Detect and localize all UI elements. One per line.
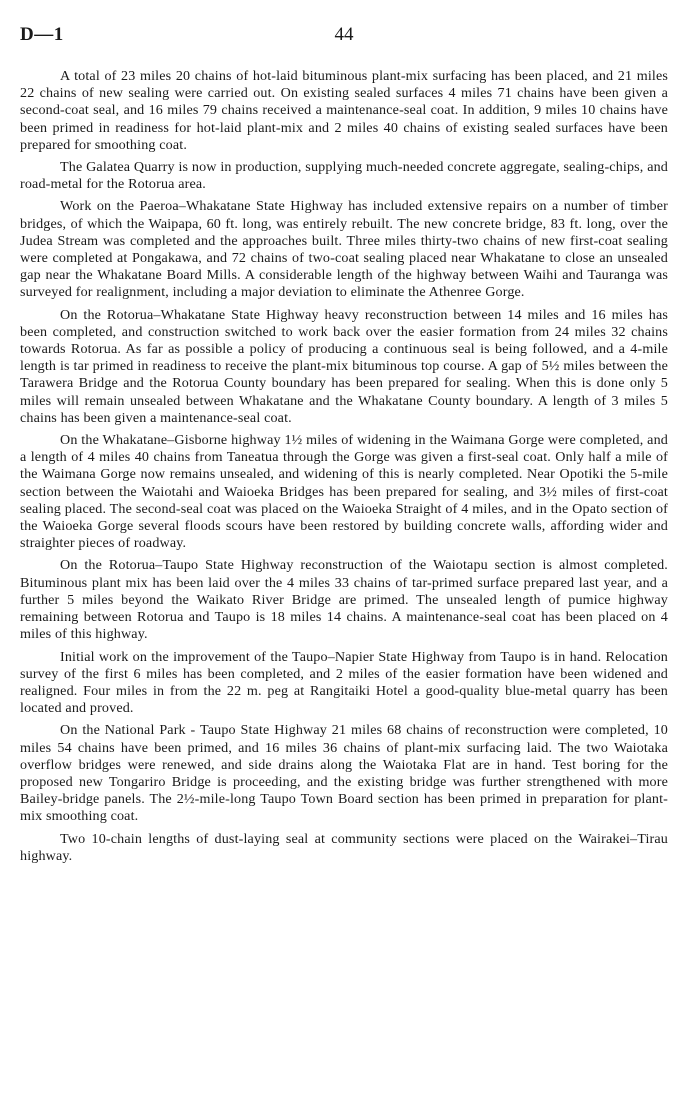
- paragraph-national-park-taupo: On the National Park - Taupo State Highway 21 miles 68 chains of reconstruction were completed, 10 miles 54 chains have been primed, and 16 miles 36 chains of plant-mix surfacing laid. The two Waiotaka overflow bridges were renewed, and side drains along the Waiotaka Flat are in hand. Test boring for the proposed new Tongariro Bridge is proceeding, and the existing bridge was further strengthened with more Bailey-bridge panels. The 2½-mile-long Taupo Town Board section has been primed in preparation for plant-mix smoothing coat.: [20, 722, 668, 825]
- paragraph-whakatane-gisborne: On the Whakatane–Gisborne highway 1½ miles of widening in the Waimana Gorge were completed, and a length of 4 miles 40 chains from Taneatua through the Gorge was given a first-seal coat. Only half a mile of the Waimana Gorge now remains unsealed, and widening of this is nearly completed. Near Opotiki the 5-mile section between the Waiotahi and Waioeka Bridges has been prepared for sealing, and 3½ miles of first-coat sealing placed. The second-seal coat was placed on the Waioeka Straight of 4 miles, and in the Opato section of the Waioeka Gorge several floods scours have been restored by building concrete walls, affording wider and straighter pieces of roadway.: [20, 432, 668, 552]
- page-number: 44: [334, 24, 354, 45]
- document-page: [20, 24, 668, 1084]
- paragraph-taupo-napier: Initial work on the improvement of the Taupo–Napier State Highway from Taupo is in hand. Relocation survey of the first 6 miles has been completed, and 2 miles of the easier formation have been widened and realigned. Four miles in from the 22 m. peg at Rangitaiki Hotel a good-quality blue-metal quarry has been located and proved.: [20, 648, 668, 717]
- paragraph-wairakei-tirau: Two 10-chain lengths of dust-laying seal at community sections were placed on the Wairakei–Tirau highway.: [20, 830, 668, 864]
- paragraph-surfacing: A total of 23 miles 20 chains of hot-laid bituminous plant-mix surfacing has been placed, and 21 miles 22 chains of new sealing were carried out. On existing sealed surfaces 4 miles 71 chains have been given a second-coat seal, and 16 miles 79 chains received a maintenance-seal coat. In addition, 9 miles 10 chains have been primed in readiness for hot-laid plant-mix and 2 miles 40 chains of existing sealed surfaces have been prepared for smoothing coat.: [20, 68, 668, 153]
- paragraph-galatea-quarry: The Galatea Quarry is now in production, supplying much-needed concrete aggregate, sealing-chips, and road-metal for the Rotorua area.: [20, 159, 668, 193]
- paragraph-rotorua-taupo: On the Rotorua–Taupo State Highway reconstruction of the Waiotapu section is almost completed. Bituminous plant mix has been laid over the 4 miles 33 chains of tar-primed surface prepared last year, and a further 5 miles beyond the Waikato River Bridge are primed. The unsealed length of pumice highway remaining between Rotorua and Taupo is 18 miles 14 chains. A maintenance-seal coat has been placed on 4 miles of this highway.: [20, 557, 668, 643]
- document-reference: D—1: [20, 24, 64, 45]
- paragraph-rotorua-whakatane: On the Rotorua–Whakatane State Highway heavy reconstruction between 14 miles and 16 miles has been completed, and construction switched to work back over the easier formation from 24 miles 32 chains towards Rotorua. As far as possible a policy of producing a continuous seal is being followed, and a 4-mile length is tar primed in readiness to receive the plant-mix bituminous top course. A gap of 5½ miles between the Tarawera Bridge and the Rotorua County boundary has been prepared for sealing. When this is done only 5 miles will remain unsealed between Whakatane and the Whakatane County boundary. A length of 3 miles 5 chains has been given a maintenance-seal coat.: [20, 306, 668, 426]
- page-header: [20, 24, 668, 52]
- paragraph-paeroa-whakatane: Work on the Paeroa–Whakatane State Highway has included extensive repairs on a number of timber bridges, of which the Waipapa, 60 ft. long, was entirely rebuilt. The new concrete bridge, 83 ft. long, over the Judea Stream was completed and the approaches built. Three miles thirty-two chains of new first-coat sealing were completed at Pongakawa, and 72 chains of two-coat sealing placed near Whakatane to close an unsealed gap near the Whakatane Board Mills. A considerable length of the highway between Waihi and Tauranga was surveyed for realignment, including a major deviation to eliminate the Athenree Gorge.: [20, 198, 668, 301]
- document-body: [20, 68, 668, 865]
